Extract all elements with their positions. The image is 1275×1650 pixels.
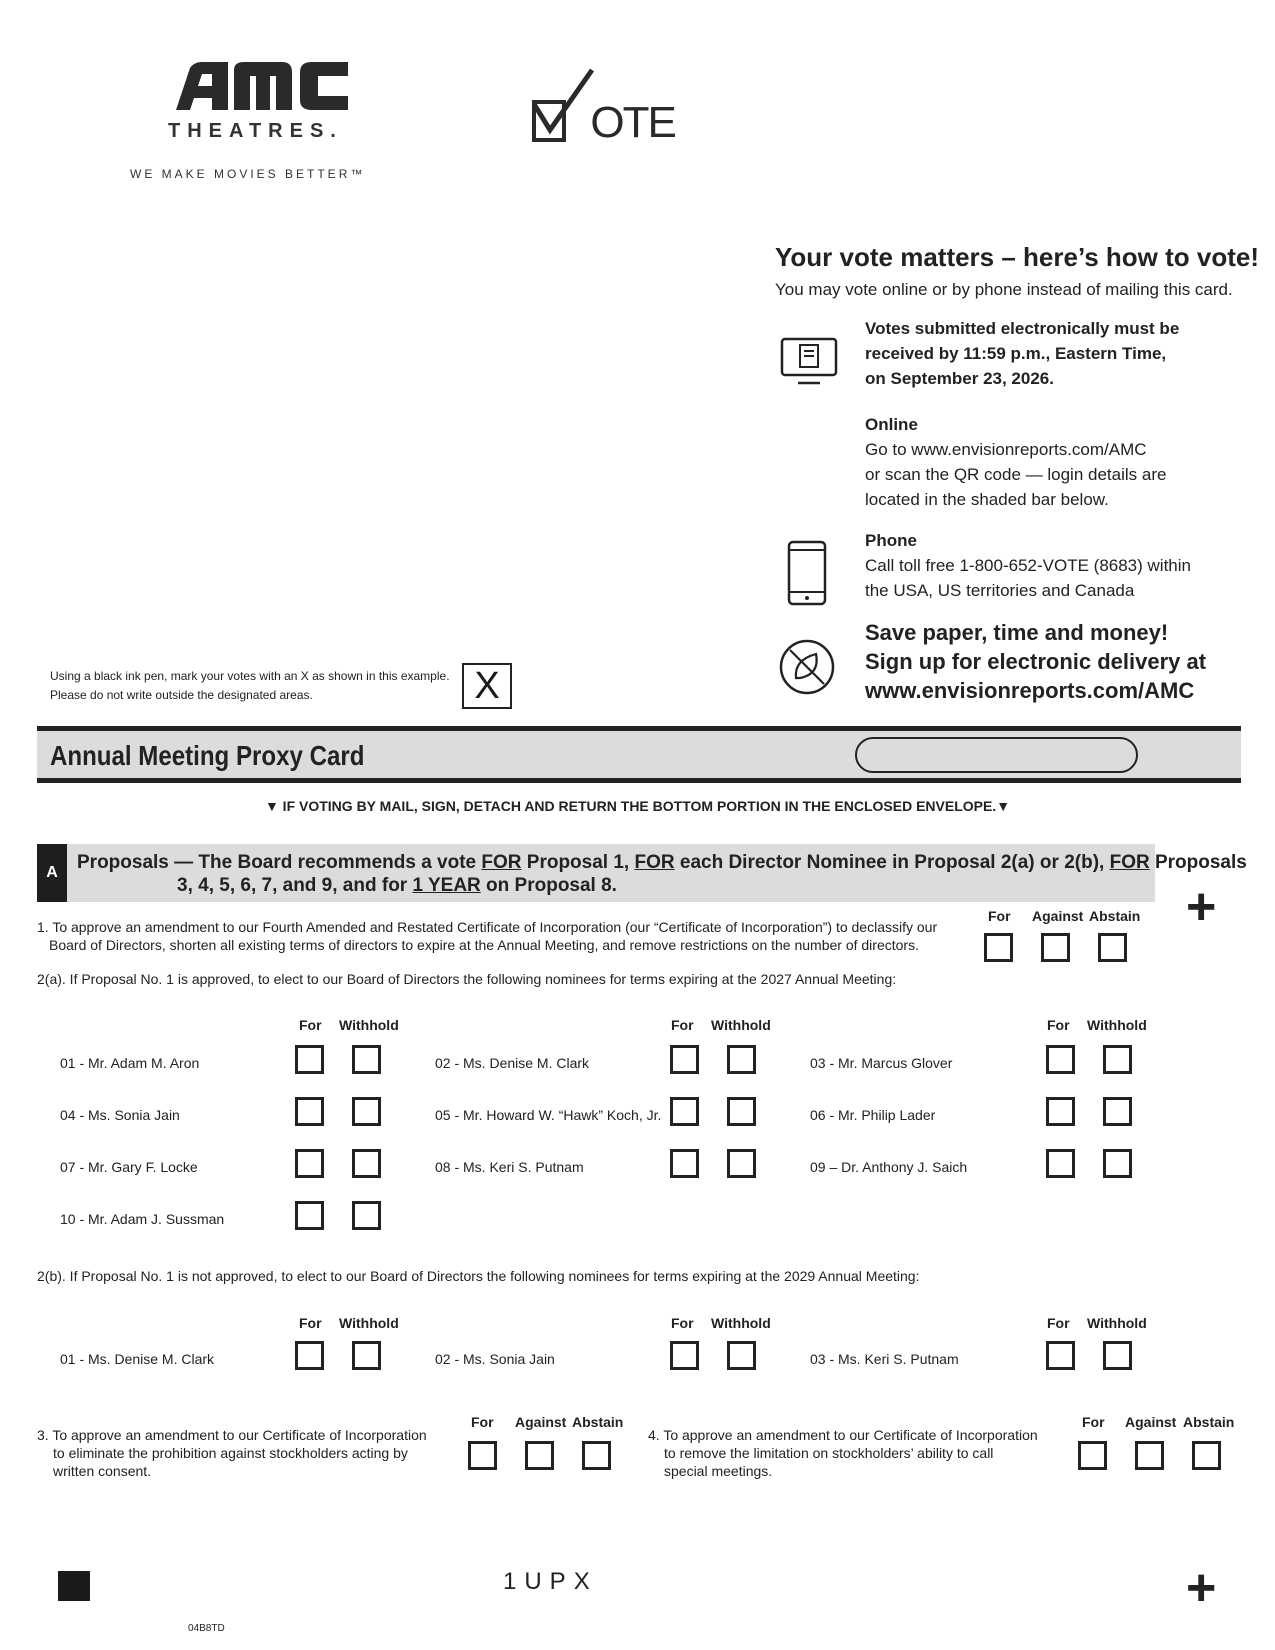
nominee-2a-04-withhold[interactable]: [352, 1097, 381, 1126]
nominee-2a-02-withhold[interactable]: [727, 1045, 756, 1074]
nominee-2a-09: 09 – Dr. Anthony J. Saich: [810, 1159, 968, 1175]
proposal-2b-title: 2(b). If Proposal No. 1 is not approved, to elect to our Board of Directors the following nominees for terms expiring at the 2029 Annual Meeting:: [37, 1268, 920, 1284]
form-code: 04B8TD: [188, 1623, 225, 1634]
p4-for-label: For: [1082, 1414, 1105, 1430]
p2b-col3-for-label: For: [1047, 1315, 1070, 1331]
p1-for-label: For: [988, 908, 1011, 924]
p2a-col3-withhold-label: Withhold: [1087, 1017, 1147, 1033]
phone-number[interactable]: Call toll free 1-800-652-VOTE (8683) within: [865, 556, 1191, 575]
p2a-col2-withhold-label: Withhold: [711, 1017, 771, 1033]
proxy-card-title: Annual Meeting Proxy Card: [50, 740, 365, 771]
nominee-2a-01: 01 - Mr. Adam M. Aron: [60, 1055, 200, 1071]
p2a-col3-for-label: For: [1047, 1017, 1070, 1033]
p3-against-label: Against: [515, 1414, 567, 1430]
plus-icon: +: [1186, 1559, 1217, 1617]
nominee-2a-01-withhold[interactable]: [352, 1045, 381, 1074]
marking-instructions: Using a black ink pen, mark your votes with an X as shown in this example. Please do not write outside the designated areas.: [50, 669, 450, 702]
vote-matters-subheading: You may vote online or by phone instead of mailing this card.: [775, 280, 1233, 299]
nominee-2a-01-for[interactable]: [295, 1045, 324, 1074]
p2b-col1-for-label: For: [299, 1315, 322, 1331]
p1-abstain-label: Abstain: [1089, 908, 1141, 924]
detach-instruction: ▼ IF VOTING BY MAIL, SIGN, DETACH AND RETURN THE BOTTOM PORTION IN THE ENCLOSED ENVELOPE.▼: [264, 798, 1011, 814]
nominee-2a-09-for[interactable]: [1046, 1149, 1075, 1178]
online-block: Online Go to www.envisionreports.com/AMC or scan the QR code — login details are located in the shaded bar below.: [865, 412, 1166, 512]
vote-logo-text: OTE: [590, 98, 675, 147]
registration-mark: [58, 1571, 90, 1601]
nominee-2b-01-for[interactable]: [295, 1341, 324, 1370]
page-code: 1UPX: [503, 1568, 598, 1595]
nominee-2b-01-withhold[interactable]: [352, 1341, 381, 1370]
nominee-2a-10-for[interactable]: [295, 1201, 324, 1230]
nominee-2b-03-for[interactable]: [1046, 1341, 1075, 1370]
nominee-2b-02: 02 - Ms. Sonia Jain: [435, 1351, 555, 1367]
example-mark-box: X: [462, 663, 512, 709]
p4-for-checkbox[interactable]: [1078, 1441, 1107, 1470]
control-number-field: [855, 737, 1138, 773]
nominee-2b-02-for[interactable]: [670, 1341, 699, 1370]
p4-against-checkbox[interactable]: [1135, 1441, 1164, 1470]
p1-for-checkbox[interactable]: [984, 933, 1013, 962]
phone-title: Phone: [865, 531, 917, 550]
nominee-2a-03: 03 - Mr. Marcus Glover: [810, 1055, 953, 1071]
nominee-2b-03: 03 - Ms. Keri S. Putnam: [810, 1351, 959, 1367]
nominee-2a-10: 10 - Mr. Adam J. Sussman: [60, 1211, 225, 1227]
nominee-2a-07-for[interactable]: [295, 1149, 324, 1178]
nominee-2a-08: 08 - Ms. Keri S. Putnam: [435, 1159, 584, 1175]
p3-abstain-label: Abstain: [572, 1414, 624, 1430]
section-a-heading-line2: 3, 4, 5, 6, 7, and 9, and for 1 YEAR on Proposal 8.: [177, 875, 617, 896]
section-a-heading: Proposals — The Board recommends a vote FOR Proposal 1, FOR each Director Nominee in Proposal 2(a) or 2(b), FOR Proposals: [77, 852, 1247, 873]
nominee-2a-05-withhold[interactable]: [727, 1097, 756, 1126]
nominee-2a-10-withhold[interactable]: [352, 1201, 381, 1230]
p4-abstain-checkbox[interactable]: [1192, 1441, 1221, 1470]
nominee-2a-04: 04 - Ms. Sonia Jain: [60, 1107, 180, 1123]
p1-abstain-checkbox[interactable]: [1098, 933, 1127, 962]
nominee-2a-02: 02 - Ms. Denise M. Clark: [435, 1055, 590, 1071]
nominee-2b-02-withhold[interactable]: [727, 1341, 756, 1370]
vote-matters-heading: Your vote matters – here’s how to vote!: [775, 242, 1259, 272]
proposal-1-text: 1. To approve an amendment to our Fourth Amended and Restated Certificate of Incorporation (our “Certificate of Incorporation”) to declassify our Board of Directors, shorten all existing terms of directors to expire at the Annual Meeting, and remove restrictions on the number of directors.: [37, 919, 938, 953]
nominee-2a-03-for[interactable]: [1046, 1045, 1075, 1074]
proposal-2a-title: 2(a). If Proposal No. 1 is approved, to elect to our Board of Directors the following nominees for terms expiring at the 2027 Annual Meeting:: [37, 971, 897, 987]
monitor-icon: [780, 337, 838, 387]
online-title: Online: [865, 415, 918, 434]
leaf-icon: [778, 638, 836, 696]
p3-for-checkbox[interactable]: [468, 1441, 497, 1470]
amc-logo-mark: [168, 60, 353, 112]
edelivery-link[interactable]: www.envisionreports.com/AMC: [865, 678, 1195, 703]
nominee-2a-06-withhold[interactable]: [1103, 1097, 1132, 1126]
phone-block: Phone Call toll free 1-800-652-VOTE (8683) within the USA, US territories and Canada: [865, 528, 1191, 603]
nominee-2a-08-for[interactable]: [670, 1149, 699, 1178]
p2a-col2-for-label: For: [671, 1017, 694, 1033]
nominee-2a-04-for[interactable]: [295, 1097, 324, 1126]
p3-against-checkbox[interactable]: [525, 1441, 554, 1470]
rule-bottom: [37, 778, 1241, 783]
p2a-col1-withhold-label: Withhold: [339, 1017, 399, 1033]
nominee-2a-07-withhold[interactable]: [352, 1149, 381, 1178]
p3-abstain-checkbox[interactable]: [582, 1441, 611, 1470]
section-a-badge: A: [37, 844, 67, 902]
p3-for-label: For: [471, 1414, 494, 1430]
p2a-col1-for-label: For: [299, 1017, 322, 1033]
online-link[interactable]: Go to www.envisionreports.com/AMC: [865, 440, 1147, 459]
p1-against-checkbox[interactable]: [1041, 933, 1070, 962]
p2b-col2-for-label: For: [671, 1315, 694, 1331]
p4-abstain-label: Abstain: [1183, 1414, 1235, 1430]
nominee-2a-08-withhold[interactable]: [727, 1149, 756, 1178]
nominee-2a-03-withhold[interactable]: [1103, 1045, 1132, 1074]
nominee-2a-09-withhold[interactable]: [1103, 1149, 1132, 1178]
logo-theatres: THEATRES.: [168, 120, 343, 142]
nominee-2a-06: 06 - Mr. Philip Lader: [810, 1107, 936, 1123]
p2b-col2-withhold-label: Withhold: [711, 1315, 771, 1331]
nominee-2b-01: 01 - Ms. Denise M. Clark: [60, 1351, 215, 1367]
p1-against-label: Against: [1032, 908, 1084, 924]
proposal-3-text: 3. To approve an amendment to our Certificate of Incorporation to eliminate the prohibition against stockholders acting by written consent.: [37, 1427, 427, 1479]
nominee-2a-07: 07 - Mr. Gary F. Locke: [60, 1159, 198, 1175]
nominee-2a-05: 05 - Mr. Howard W. “Hawk” Koch, Jr.: [435, 1107, 662, 1123]
nominee-2b-03-withhold[interactable]: [1103, 1341, 1132, 1370]
logo-tagline: WE MAKE MOVIES BETTER™: [130, 167, 366, 181]
phone-icon: [787, 540, 827, 606]
nominee-2a-05-for[interactable]: [670, 1097, 699, 1126]
nominee-2a-02-for[interactable]: [670, 1045, 699, 1074]
plus-icon: +: [1186, 878, 1217, 936]
p2b-col3-withhold-label: Withhold: [1087, 1315, 1147, 1331]
nominee-2a-06-for[interactable]: [1046, 1097, 1075, 1126]
deadline-text: Votes submitted electronically must be received by 11:59 p.m., Eastern Time, on September 23, 2026.: [865, 319, 1180, 388]
p2b-col1-withhold-label: Withhold: [339, 1315, 399, 1331]
p4-against-label: Against: [1125, 1414, 1177, 1430]
amc-logo: [118, 60, 418, 190]
proposal-4-text: 4. To approve an amendment to our Certificate of Incorporation to remove the limitation on stockholders’ ability to call special meetings.: [648, 1427, 1038, 1479]
save-paper-block: Save paper, time and money! Sign up for electronic delivery at www.envisionreports.com/AMC: [865, 620, 1207, 703]
